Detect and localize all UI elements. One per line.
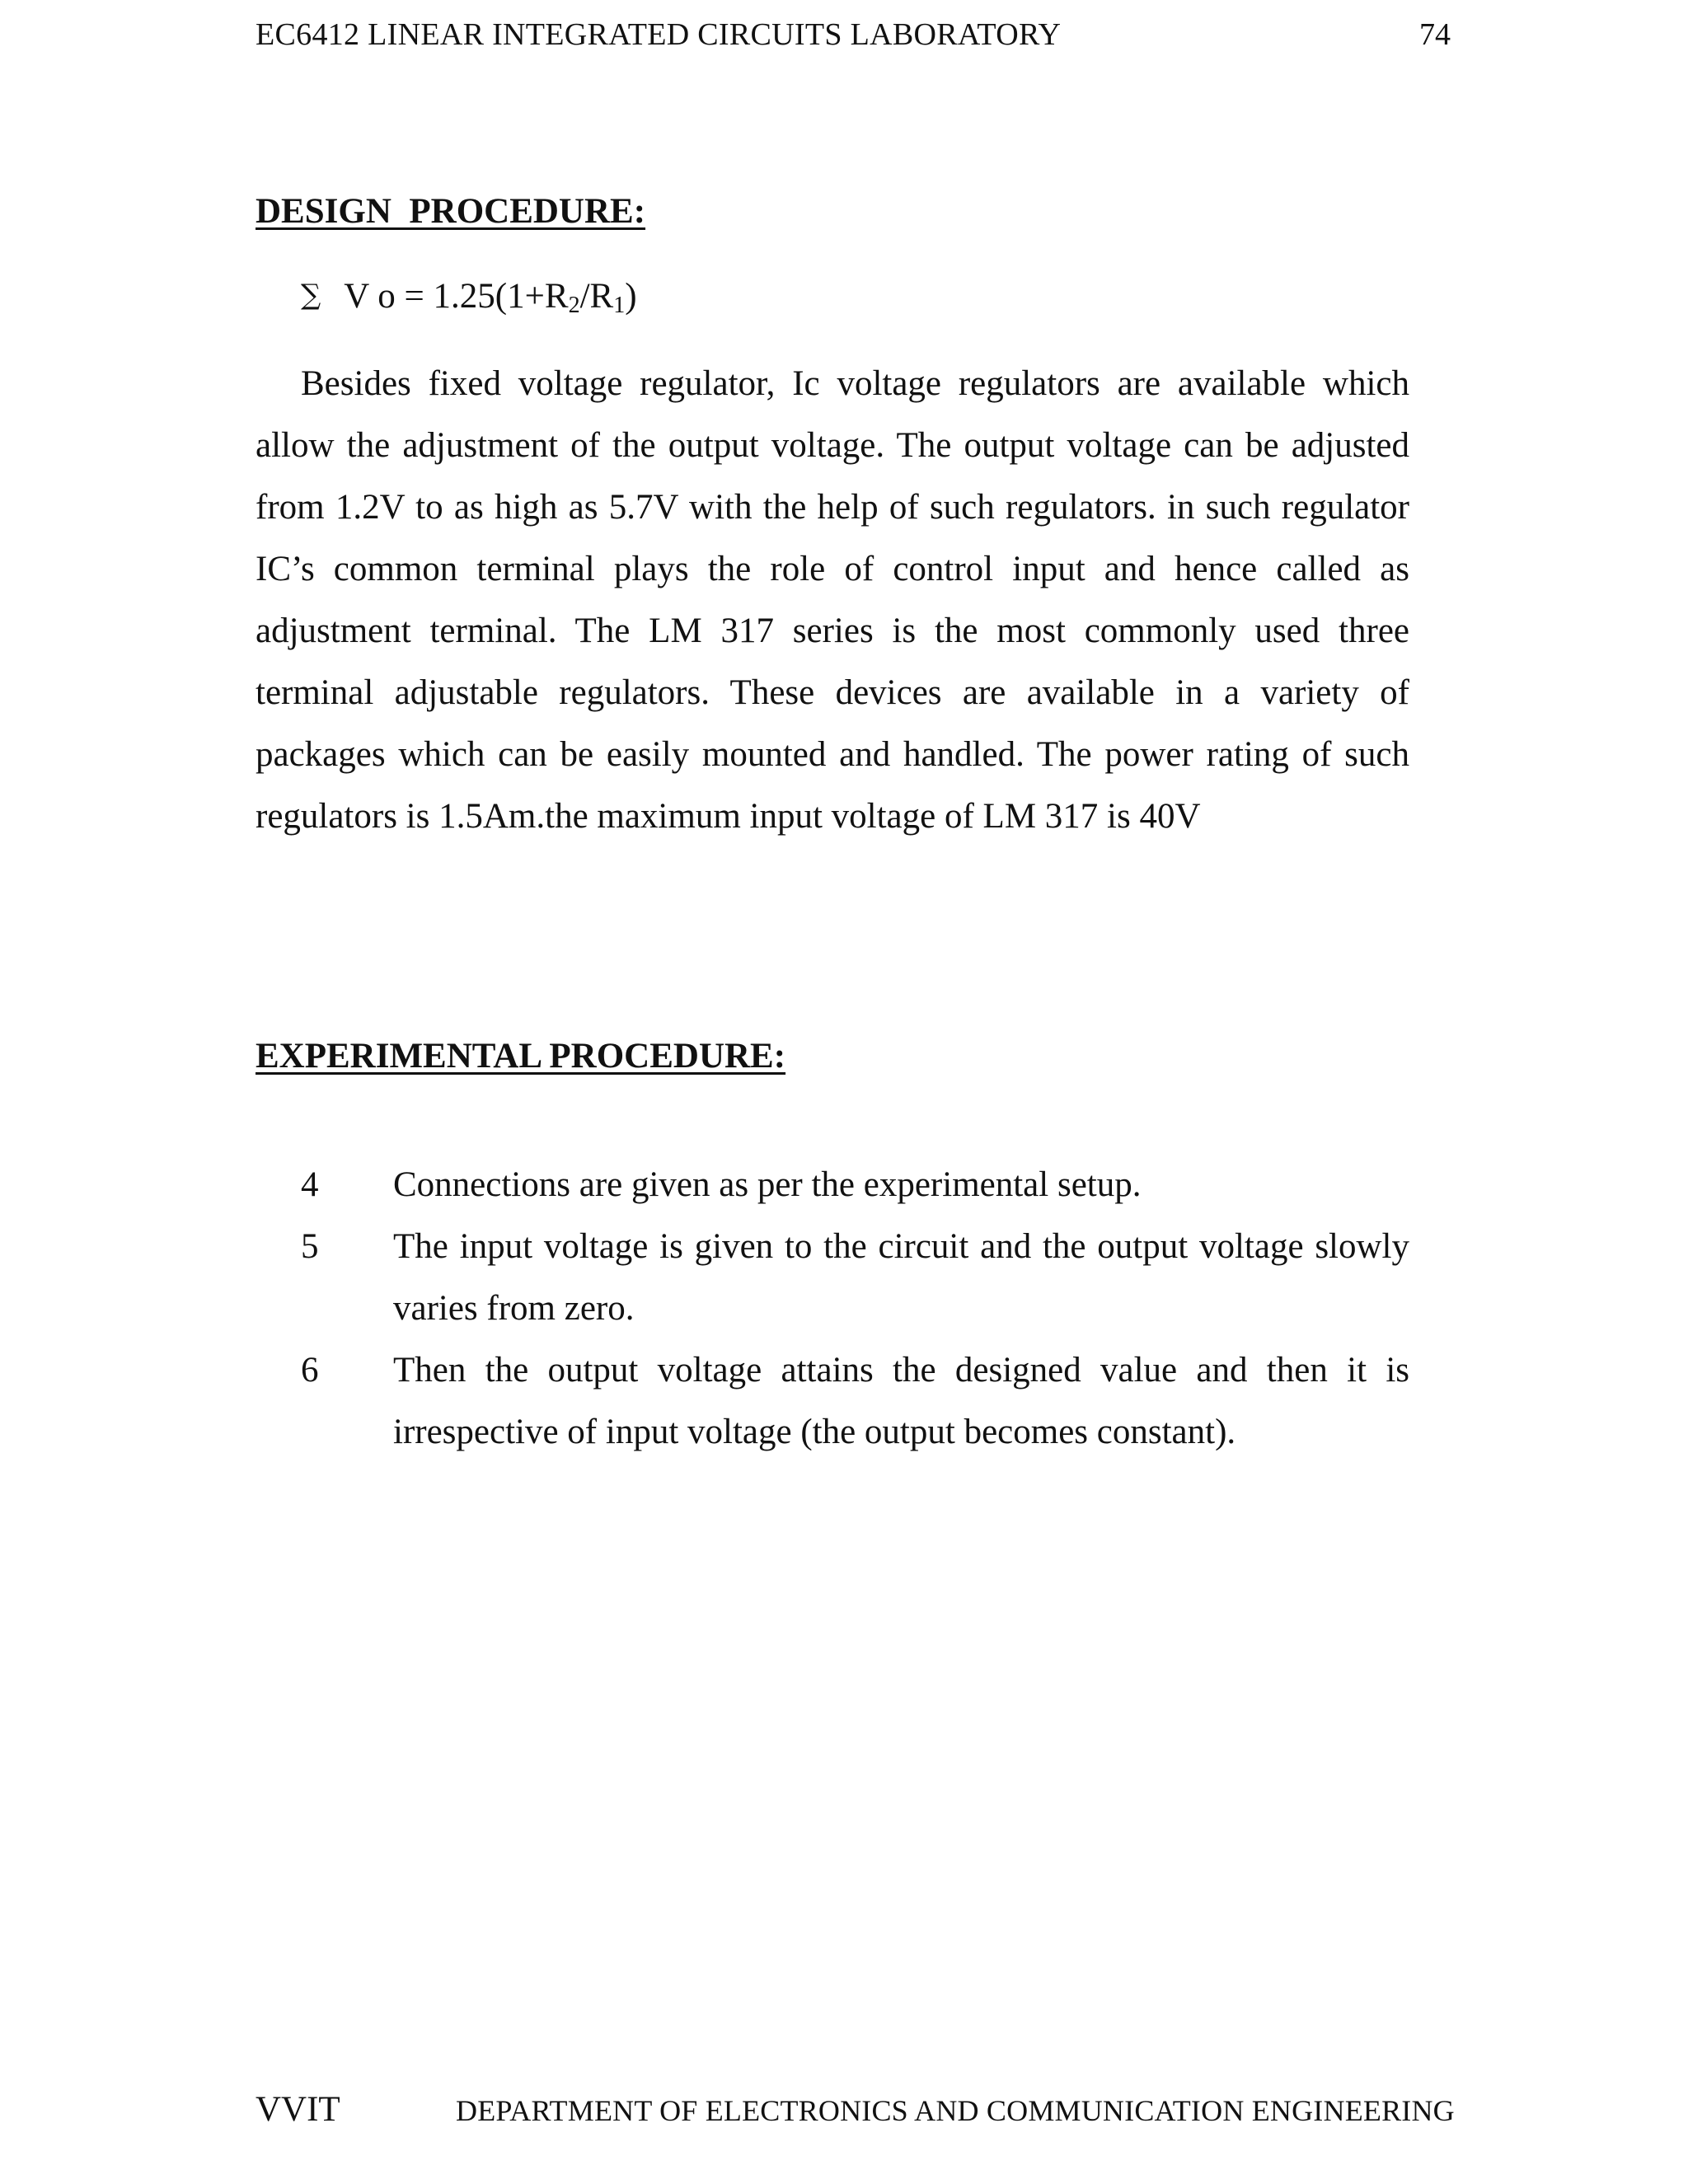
list-item xyxy=(256,1339,1409,1463)
step-number: 6 xyxy=(301,1351,319,1390)
step-number: 4 xyxy=(301,1165,319,1204)
output-voltage-formula xyxy=(301,276,637,316)
step-text: Then the output voltage attains the designed value and then it is irrespective of input voltage (the output becomes constant). xyxy=(393,1351,1409,1451)
design-procedure-paragraph: Besides fixed voltage regulator, Ic voltage regulators are available which allow the adjustment of the output voltage. The output voltage can be adjusted from 1.2V to as high as 5.7V with the help of such regulators. in such regulator IC’s common terminal plays the role of control input and hence called as adjustment terminal. The LM 317 series is the most commonly used three terminal adjustable regulators. These devices are available in a variety of packages which can be easily mounted and handled. The power rating of such regulators is 1.5Am.the maximum input voltage of LM 317 is 40V xyxy=(256,364,1409,836)
experimental-procedure-heading: EXPERIMENTAL PROCEDURE: xyxy=(256,1037,786,1076)
formula-mid: /R xyxy=(579,277,614,316)
step-text: The input voltage is given to the circuit and the output voltage slowly varies from zero. xyxy=(393,1227,1409,1328)
formula-end: ) xyxy=(625,277,637,316)
page-number: 74 xyxy=(1419,17,1451,52)
footer-institution: VVIT xyxy=(256,2090,340,2129)
experimental-steps-list xyxy=(256,1154,1409,1463)
formula-subscript-r1: 1 xyxy=(613,293,626,318)
design-procedure-heading: DESIGN PROCEDURE: xyxy=(256,192,646,231)
step-text: Connections are given as per the experimental setup. xyxy=(393,1165,1142,1204)
formula-lhs: V o = 1.25(1+R xyxy=(344,277,569,316)
footer-department: DEPARTMENT OF ELECTRONICS AND COMMUNICATION ENGINEERING xyxy=(456,2094,1455,2127)
formula-subscript-r2: 2 xyxy=(568,293,580,318)
list-item xyxy=(256,1154,1409,1216)
list-item xyxy=(256,1216,1409,1339)
running-header-title: EC6412 LINEAR INTEGRATED CIRCUITS LABORATORY xyxy=(256,17,1062,52)
summation-bullet: ∑ xyxy=(301,279,321,312)
step-number: 5 xyxy=(301,1227,319,1266)
